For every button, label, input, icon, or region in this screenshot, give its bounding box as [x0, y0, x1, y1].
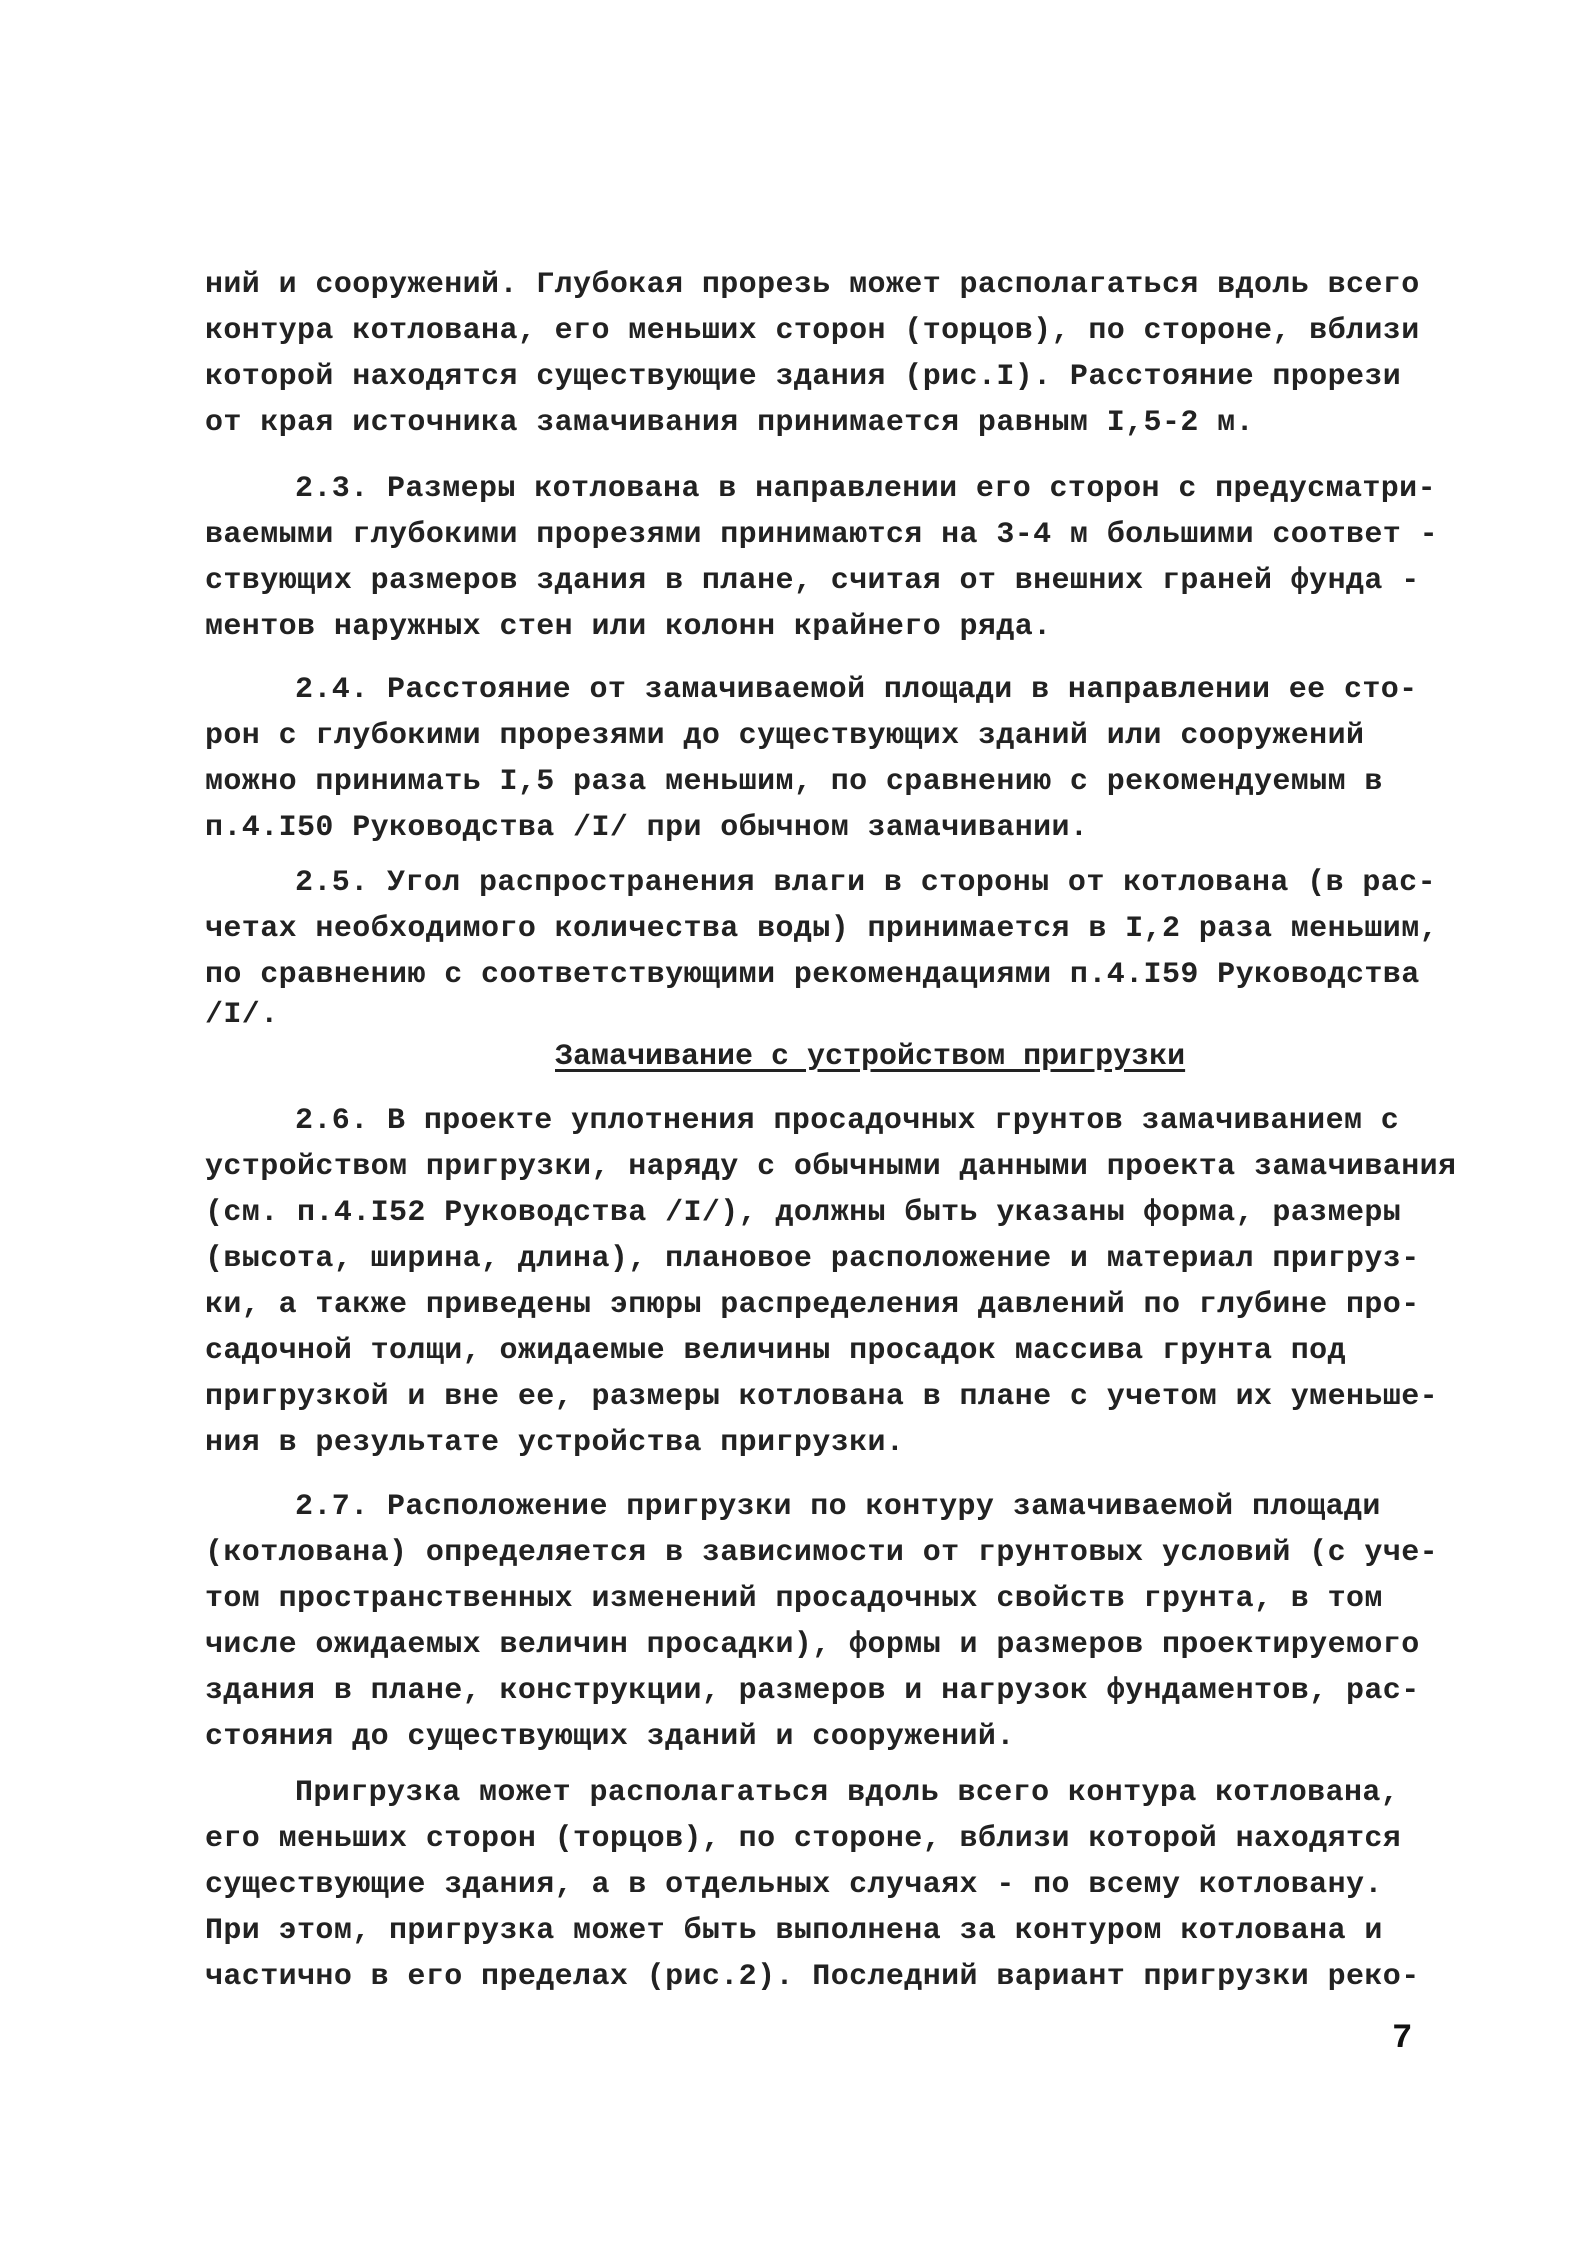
text-line: п.4.I50 Руководства /I/ при обычном замачивании. — [205, 811, 1089, 845]
text-line: Пригрузка может располагаться вдоль всего контура котлована, — [295, 1776, 1400, 1810]
text-line: 2.3. Размеры котлована в направлении его сторон с предусматри- — [295, 472, 1436, 506]
text-line: пригрузкой и вне ее, размеры котлована в плане с учетом их уменьше- — [205, 1380, 1438, 1414]
text-line: 2.7. Расположение пригрузки по контуру замачиваемой площади — [295, 1490, 1381, 1524]
text-line: (высота, ширина, длина), плановое расположение и материал пригруз- — [205, 1242, 1420, 1276]
text-line: ния в результате устройства пригрузки. — [205, 1426, 905, 1460]
text-line: При этом, пригрузка может быть выполнена за контуром котлована и — [205, 1914, 1383, 1948]
text-line: четах необходимого количества воды) принимается в I,2 раза меньшим, — [205, 912, 1438, 946]
text-line: ний и сооружений. Глубокая прорезь может располагаться вдоль всего — [205, 268, 1420, 302]
text-line: рон с глубокими прорезями до существующих зданий или сооружений — [205, 719, 1365, 753]
text-line: 2.4. Расстояние от замачиваемой площади в направлении ее сто- — [295, 673, 1418, 707]
text-line: 2.5. Угол распространения влаги в стороны от котлована (в рас- — [295, 866, 1436, 900]
text-line: устройством пригрузки, наряду с обычными данными проекта замачивания — [205, 1150, 1457, 1184]
text-line: числе ожидаемых величин просадки), формы и размеров проектируемого — [205, 1628, 1420, 1662]
text-line: здания в плане, конструкции, размеров и нагрузок фундаментов, рас- — [205, 1674, 1420, 1708]
text-line: (см. п.4.I52 Руководства /I/), должны быть указаны форма, размеры — [205, 1196, 1402, 1230]
text-line: его меньших сторон (торцов), по стороне, вблизи которой находятся — [205, 1822, 1402, 1856]
text-line: стояния до существующих зданий и сооружений. — [205, 1720, 1015, 1754]
text-line: контура котлована, его меньших сторон (торцов), по стороне, вблизи — [205, 314, 1420, 348]
text-line: частично в его пределах (рис.2). Последний вариант пригрузки реко- — [205, 1960, 1420, 1994]
text-line: /I/. — [205, 998, 279, 1032]
text-line: (котлована) определяется в зависимости от грунтовых условий (с уче- — [205, 1536, 1438, 1570]
section-heading: Замачивание с устройством пригрузки — [555, 1040, 1186, 1074]
text-line: ваемыми глубокими прорезями принимаются на 3-4 м большими соответ - — [205, 518, 1438, 552]
text-line: ментов наружных стен или колонн крайнего ряда. — [205, 610, 1052, 644]
text-line: 2.6. В проекте уплотнения просадочных грунтов замачиванием с — [295, 1104, 1400, 1138]
text-line: ки, а также приведены эпюры распределения давлений по глубине про- — [205, 1288, 1420, 1322]
text-line: том пространственных изменений просадочных свойств грунта, в том — [205, 1582, 1383, 1616]
text-line: садочной толщи, ожидаемые величины просадок массива грунта под — [205, 1334, 1346, 1368]
text-line: существующие здания, а в отдельных случаях - по всему котловану. — [205, 1868, 1383, 1902]
text-line: которой находятся существующие здания (рис.I). Расстояние прорези — [205, 360, 1402, 394]
text-line: можно принимать I,5 раза меньшим, по сравнению с рекомендуемым в — [205, 765, 1383, 799]
text-line: ствующих размеров здания в плане, считая от внешних граней фунда - — [205, 564, 1420, 598]
page-number: 7 — [1392, 2020, 1413, 2058]
text-line: по сравнению с соответствующими рекомендациями п.4.I59 Руководства — [205, 958, 1420, 992]
text-line: от края источника замачивания принимается равным I,5-2 м. — [205, 406, 1254, 440]
